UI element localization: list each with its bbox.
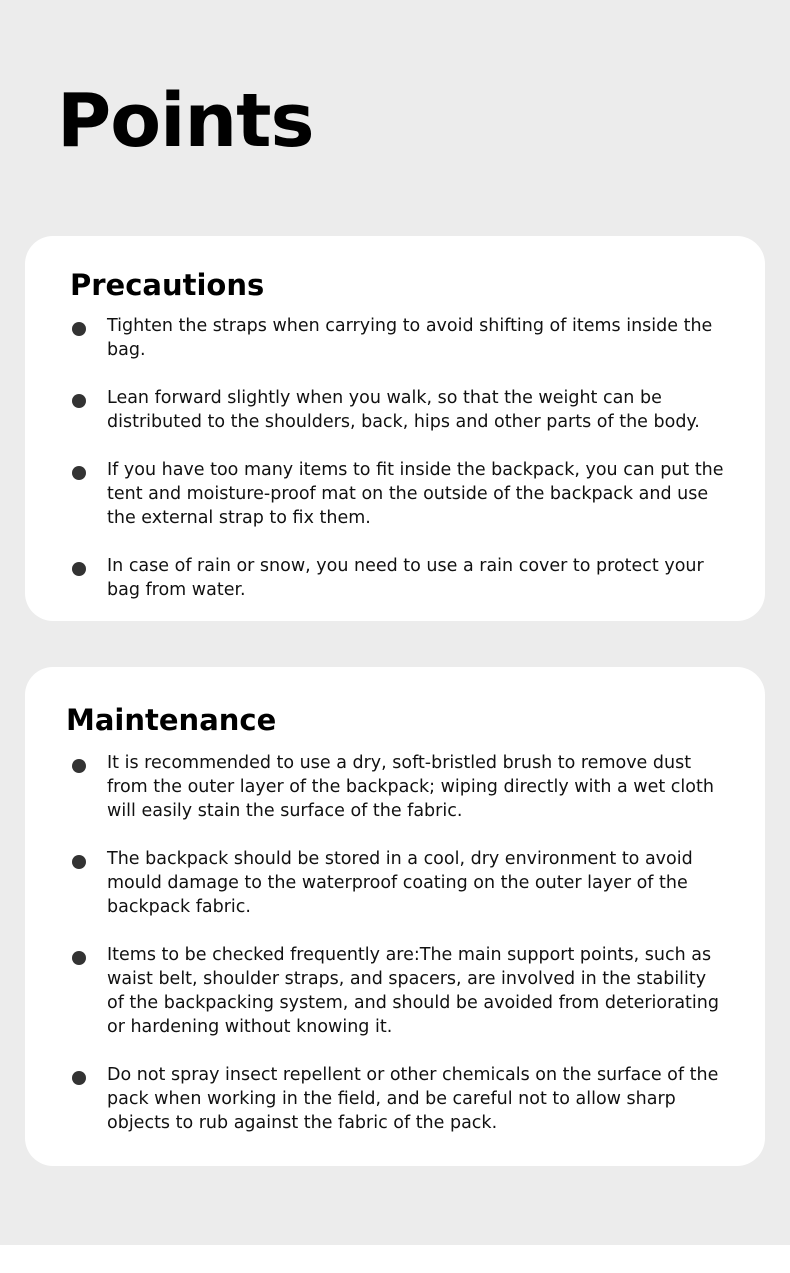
maintenance-list bbox=[25, 751, 765, 1159]
list-item-text: In case of rain or snow, you need to use a rain cover to protect your bag from water. bbox=[107, 556, 704, 600]
list-item-text: Tighten the straps when carrying to avoid shifting of items inside the bag. bbox=[107, 316, 713, 360]
list-item bbox=[25, 554, 765, 602]
precautions-card bbox=[25, 236, 765, 621]
bullet-dot-icon bbox=[72, 759, 86, 773]
precautions-heading: Precautions bbox=[70, 268, 265, 302]
list-item-text: If you have too many items to fit inside the backpack, you can put the tent and moisture-proof mat on the outside of the backpack and use the external strap to fix them. bbox=[107, 460, 724, 528]
bullet-dot-icon bbox=[72, 394, 86, 408]
bottom-strip bbox=[0, 1245, 790, 1273]
list-item bbox=[25, 386, 765, 434]
list-item bbox=[25, 847, 765, 919]
bullet-dot-icon bbox=[72, 466, 86, 480]
page-title: Points bbox=[57, 78, 314, 164]
list-item bbox=[25, 458, 765, 530]
list-item-text: Do not spray insect repellent or other chemicals on the surface of the pack when working in the field, and be careful not to allow sharp objects to rub against the fabric of the pack. bbox=[107, 1065, 719, 1133]
bullet-dot-icon bbox=[72, 562, 86, 576]
bullet-dot-icon bbox=[72, 951, 86, 965]
list-item-text: Lean forward slightly when you walk, so that the weight can be distributed to the shoulders, back, hips and other parts of the body. bbox=[107, 388, 700, 432]
maintenance-heading: Maintenance bbox=[66, 703, 277, 737]
list-item-text: It is recommended to use a dry, soft-bristled brush to remove dust from the outer layer of the backpack; wiping directly with a wet cloth will easily stain the surface of the fabric. bbox=[107, 753, 714, 821]
bullet-dot-icon bbox=[72, 322, 86, 336]
bullet-dot-icon bbox=[72, 855, 86, 869]
list-item bbox=[25, 751, 765, 823]
list-item-text: Items to be checked frequently are:The main support points, such as waist belt, shoulder straps, and spacers, are involved in the stability of the backpacking system, and should be avoided from deteriorating or hardening without knowing it. bbox=[107, 945, 719, 1037]
bullet-dot-icon bbox=[72, 1071, 86, 1085]
list-item bbox=[25, 943, 765, 1039]
precautions-list bbox=[25, 314, 765, 626]
list-item-text: The backpack should be stored in a cool, dry environment to avoid mould damage to the waterproof coating on the outer layer of the backpack fabric. bbox=[107, 849, 693, 917]
list-item bbox=[25, 314, 765, 362]
maintenance-card bbox=[25, 667, 765, 1166]
list-item bbox=[25, 1063, 765, 1135]
